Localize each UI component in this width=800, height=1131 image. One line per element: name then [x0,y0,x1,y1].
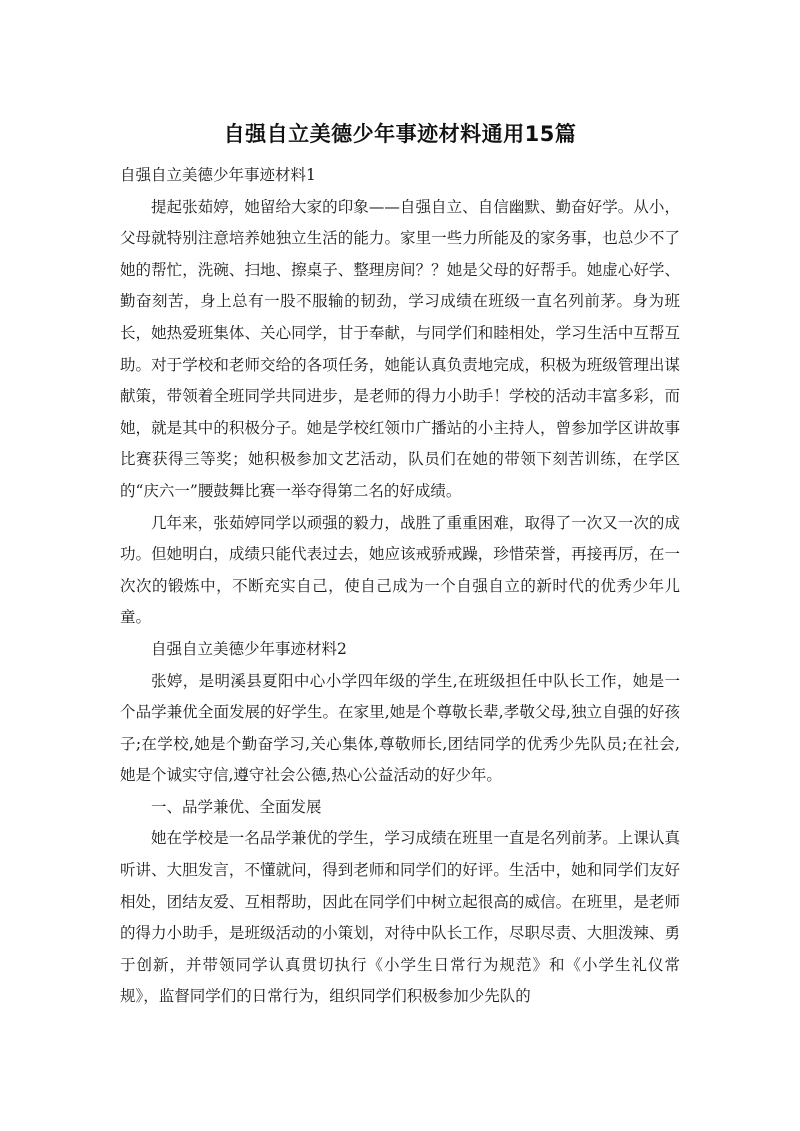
section-heading-2: 自强自立美德少年事迹材料2 [151,639,347,658]
subsection-heading: 一、品学兼优、全面发展 [151,797,322,816]
body-paragraph: 她在学校是一名品学兼优的学生，学习成绩在班里一直是名列前茅。上课认真听讲、大胆发言，不懂就问，得到老师和同学们的好评。生活中，她和同学们友好相处，团结友爱、互相帮助，因此在同学们中树立起很高的威信。在班里，是老师的得力小助手，是班级活动的小策划，对待中队长工作，尽职尽责、大胆泼辣、勇于创新，并带领同学认真贯切执行《小学生日常行为规范》和《小学生礼仪常规》，监督同学们的日常行为，组织同学们积极参加少先队的 [120,829,680,1006]
document-body [120,160,680,1013]
body-paragraph: 提起张茹婷，她留给大家的印象——自强自立、自信幽默、勤奋好学。从小，父母就特别注意培养她独立生活的能力。家里一些力所能及的家务事，也总少不了她的帮忙，洗碗、扫地、擦桌子、整理房间？？她是父母的好帮手。她虚心好学、勤奋刻苦，身上总有一股不服输的韧劲，学习成绩在班级一直名列前茅。身为班长，她热爱班集体、关心同学，甘于奉献，与同学们和睦相处，学习生活中互帮互助。对于学校和老师交给的各项任务，她能认真负责地完成，积极为班级管理出谋献策，带领着全班同学共同进步，是老师的得力小助手！学校的活动丰富多彩，而她，就是其中的积极分子。她是学校红领巾广播站的小主持人，曾参加学区讲故事比赛获得三等奖；她积极参加文艺活动，队员们在她的带领下刻苦训练，在学区的“庆六一”腰鼓舞比赛一举夺得第二名的好成绩。 [120,197,680,500]
document-title: 自强自立美德少年事迹材料通用15篇 [223,122,577,146]
section-heading-1: 自强自立美德少年事迹材料1 [120,166,316,184]
body-paragraph: 几年来，张茹婷同学以顽强的毅力，战胜了重重困难，取得了一次又一次的成功。但她明白，成绩只能代表过去，她应该戒骄戒躁，珍惜荣誉，再接再厉，在一次次的锻炼中，不断充实自己，使自己成为一个自强自立的新时代的优秀少年儿童。 [120,513,680,627]
body-paragraph: 张婷，是明溪县夏阳中心小学四年级的学生,在班级担任中队长工作，她是一个品学兼优全面发展的好学生。在家里,她是个尊敬长辈,孝敬父母,独立自强的好孩子;在学校,她是个勤奋学习,关心集体,尊敬师长,团结同学的优秀少先队员;在社会,她是个诚实守信,遵守社会公德,热心公益活动的好少年。 [120,671,680,785]
